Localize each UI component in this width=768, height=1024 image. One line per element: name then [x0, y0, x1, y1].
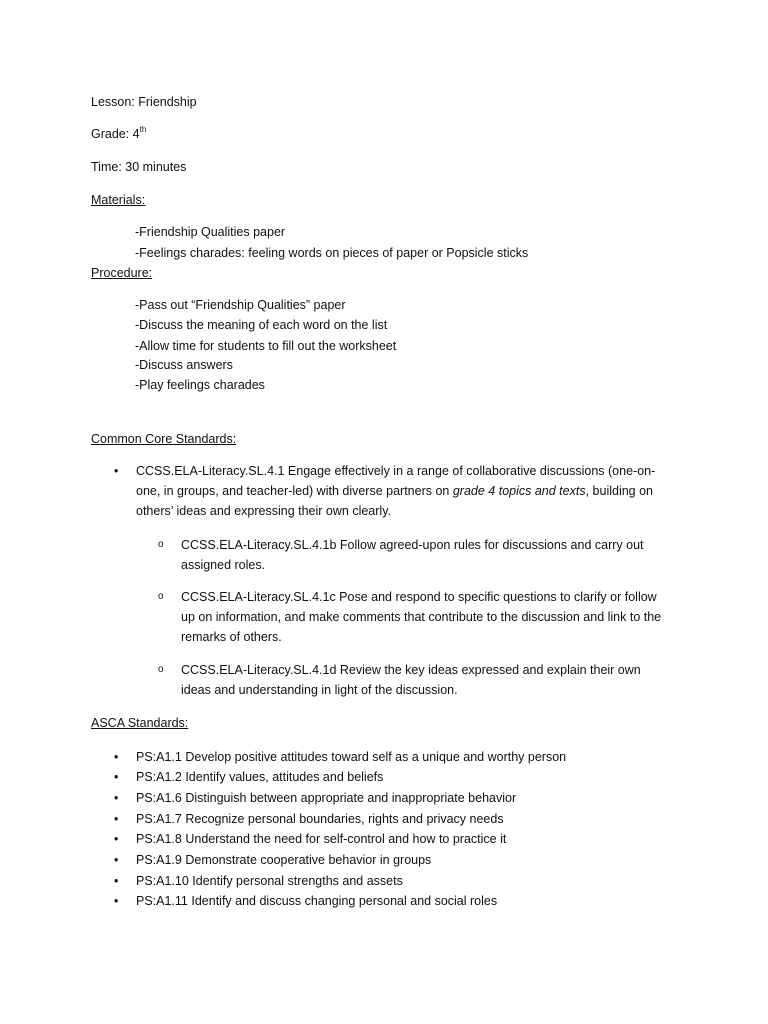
asca-item-text: PS:A1.11 Identify and discuss changing personal and social roles [136, 894, 498, 908]
procedure-item: -Discuss the meaning of each word on the list [135, 318, 388, 332]
standard-text-italic: grade 4 topics and texts [452, 484, 586, 498]
bullet-icon: • [114, 894, 119, 908]
bullet-icon: • [114, 770, 119, 784]
standard-text [136, 461, 674, 521]
procedure-item: -Discuss answers [135, 358, 233, 372]
circle-bullet-icon: o [158, 664, 164, 675]
sub-standard-text: CCSS.ELA-Literacy.SL.4.1d Review the key ideas expressed and explain their own ideas and understanding in light of the discussion. [181, 663, 641, 697]
bullet-icon: • [114, 853, 119, 867]
procedure-item: -Play feelings charades [135, 378, 265, 392]
bullet-icon: • [114, 832, 119, 846]
asca-item-text: PS:A1.9 Demonstrate cooperative behavior in groups [136, 853, 432, 867]
procedure-heading: Procedure: [91, 266, 153, 280]
materials-heading: Materials: [91, 193, 146, 207]
bullet-icon: • [114, 750, 119, 764]
procedure-item: -Allow time for students to fill out the worksheet [135, 339, 397, 353]
grade-text: Grade: 4 [91, 127, 140, 141]
procedure-item: -Pass out “Friendship Qualities” paper [135, 298, 346, 312]
bullet-icon: • [114, 874, 119, 888]
standard-text-part: CCSS.ELA-Literacy.SL.4.1 Engage effectively in a range of collaborative discussions (one-on-one, in groups, and teacher-led) with diverse partners on [136, 464, 656, 498]
sub-standard-text: CCSS.ELA-Literacy.SL.4.1c Pose and respond to specific questions to clarify or follow up on information, and make comments that contribute to the discussion and link to the remarks of others. [181, 590, 662, 644]
circle-bullet-icon: o [158, 591, 164, 602]
asca-item-text: PS:A1.2 Identify values, attitudes and beliefs [136, 770, 384, 784]
grade-line [91, 124, 146, 144]
standard-text-part: , building on others’ ideas and expressing their own clearly. [136, 484, 654, 518]
grade-superscript: th [139, 125, 147, 134]
asca-item-text: PS:A1.10 Identify personal strengths and assets [136, 874, 403, 888]
time-line: Time: 30 minutes [91, 160, 187, 174]
common-core-heading: Common Core Standards: [91, 432, 237, 446]
circle-bullet-icon: o [158, 539, 164, 550]
sub-standard-text: CCSS.ELA-Literacy.SL.4.1b Follow agreed-upon rules for discussions and carry out assigned roles. [181, 538, 644, 572]
asca-item-text: PS:A1.8 Understand the need for self-control and how to practice it [136, 832, 507, 846]
materials-item: -Feelings charades: feeling words on pieces of paper or Popsicle sticks [135, 246, 529, 260]
materials-item: -Friendship Qualities paper [135, 225, 286, 239]
asca-item-text: PS:A1.7 Recognize personal boundaries, rights and privacy needs [136, 812, 504, 826]
bullet-icon: • [114, 791, 119, 805]
bullet-icon: • [114, 812, 119, 826]
asca-item-text: PS:A1.1 Develop positive attitudes toward self as a unique and worthy person [136, 750, 567, 764]
bullet-icon: • [114, 464, 119, 478]
asca-heading: ASCA Standards: [91, 716, 189, 730]
lesson-title: Lesson: Friendship [91, 95, 197, 109]
asca-item-text: PS:A1.6 Distinguish between appropriate and inappropriate behavior [136, 791, 517, 805]
